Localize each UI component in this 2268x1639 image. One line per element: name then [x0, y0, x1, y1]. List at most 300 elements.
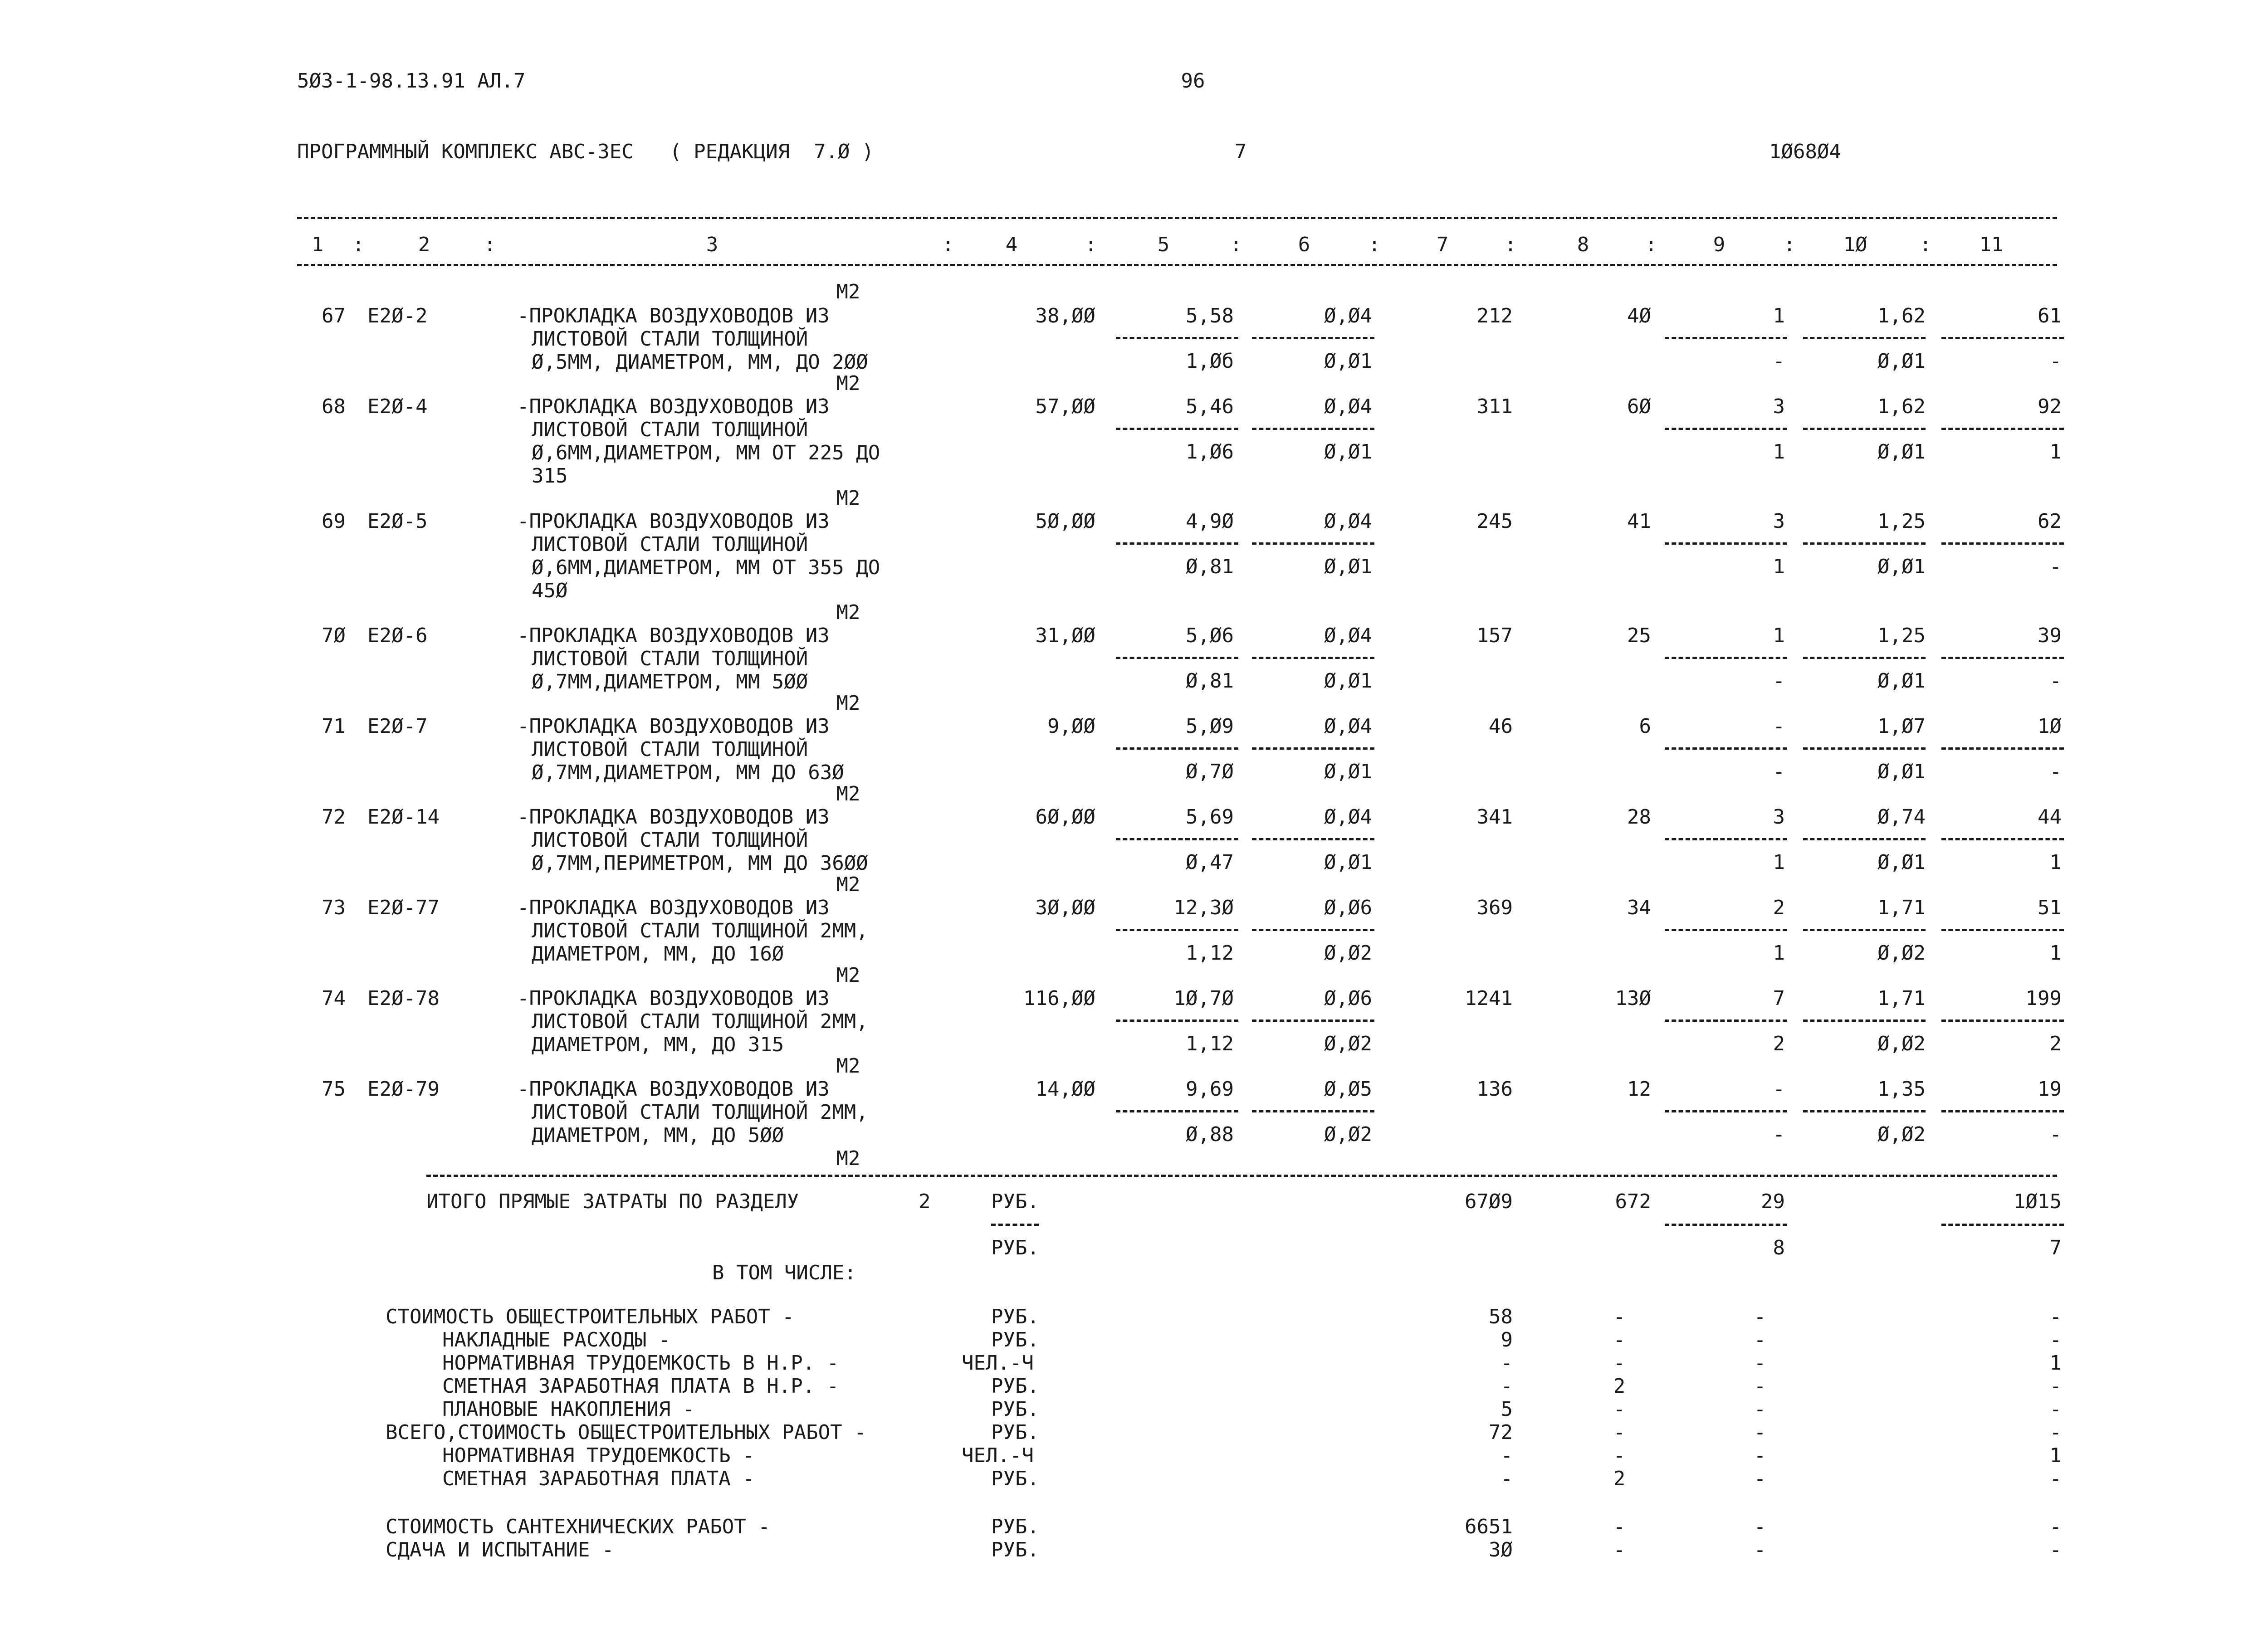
unit-label: М2: [836, 873, 860, 896]
col7-value: 369: [1476, 896, 1513, 919]
breakdown-col8: -: [1613, 1515, 1626, 1538]
item-description-line: ДИАМЕТРОМ, ММ, ДО 315: [532, 1033, 784, 1056]
breakdown-col8: -: [1613, 1421, 1626, 1444]
breakdown-unit: РУБ.: [991, 1305, 1039, 1328]
col5-divider: [1116, 542, 1238, 545]
breakdown-col8: -: [1613, 1305, 1626, 1328]
breakdown-col9: -: [1754, 1538, 1766, 1561]
col10-divider: [1803, 1019, 1926, 1022]
col9-secondary-value: -: [1773, 669, 1785, 693]
col11-divider: [1941, 1019, 2064, 1022]
breakdown-unit: ЧЕЛ.-Ч: [962, 1444, 1034, 1467]
col6-secondary-value: Ø,Ø2: [1324, 941, 1372, 965]
col11-secondary-value: 1: [2049, 440, 2062, 463]
col11-value: 92: [2038, 395, 2062, 418]
breakdown-col9: -: [1754, 1305, 1766, 1328]
col6-divider: [1252, 929, 1374, 931]
col9-divider: [1665, 542, 1787, 545]
column-separator: :: [1645, 233, 1657, 256]
col8-value: 25: [1627, 624, 1651, 647]
item-description-line: ЛИСТОВОЙ СТАЛИ ТОЛЩИНОЙ: [532, 829, 808, 852]
col5-secondary-value: Ø,81: [1186, 555, 1234, 578]
col7-value: 1241: [1465, 987, 1513, 1010]
item-description-line: Ø,6ММ,ДИАМЕТРОМ, ММ ОТ 225 ДО: [532, 441, 880, 464]
col5-value: 1Ø,7Ø: [1173, 987, 1234, 1010]
col5-secondary-value: Ø,81: [1186, 669, 1234, 693]
item-description-line: -ПРОКЛАДКА ВОЗДУХОВОДОВ ИЗ: [517, 510, 830, 533]
col5-secondary-value: 1,Øб: [1186, 350, 1234, 373]
col5-value: 12,3Ø: [1173, 896, 1234, 919]
col10-value: 1,62: [1877, 395, 1926, 418]
item-description-line: ЛИСТОВОЙ СТАЛИ ТОЛЩИНОЙ: [532, 533, 808, 556]
quantity-value: 9,ØØ: [1047, 715, 1095, 738]
col6-value: Ø,Ø6: [1324, 987, 1372, 1010]
total-col11-secondary: 7: [2049, 1236, 2062, 1259]
col9-value: -: [1773, 1078, 1785, 1101]
col5-divider: [1116, 428, 1238, 430]
unit-label: М2: [836, 964, 860, 987]
breakdown-col11: 1: [2049, 1444, 2062, 1467]
item-code: Е2Ø-79: [367, 1078, 440, 1101]
col9-divider: [1665, 657, 1787, 659]
breakdown-label: СМЕТНАЯ ЗАРАБОТНАЯ ПЛАТА -: [442, 1467, 755, 1490]
col11-value: 19: [2038, 1078, 2062, 1101]
col6-value: Ø,Ø6: [1324, 896, 1372, 919]
column-separator: :: [1085, 233, 1097, 256]
col8-value: 28: [1627, 805, 1651, 829]
column-header-label: 1Ø: [1843, 233, 1867, 256]
item-description-line: -ПРОКЛАДКА ВОЗДУХОВОДОВ ИЗ: [517, 1078, 830, 1101]
unit-label: М2: [836, 487, 860, 510]
item-description-line: ЛИСТОВОЙ СТАЛИ ТОЛЩИНОЙ 2ММ,: [532, 1101, 868, 1124]
col5-divider: [1116, 1110, 1238, 1112]
column-header-label: 11: [1979, 233, 2004, 256]
breakdown-unit: РУБ.: [991, 1421, 1039, 1444]
col6-value: Ø,Ø4: [1324, 304, 1372, 327]
row-number: 71: [322, 715, 346, 738]
col10-secondary-value: Ø,Ø2: [1877, 1123, 1926, 1146]
col6-secondary-value: Ø,Ø1: [1324, 669, 1372, 693]
col5-value: 5,Ø6: [1186, 624, 1234, 647]
breakdown-col9: -: [1754, 1328, 1766, 1351]
breakdown-unit: РУБ.: [991, 1467, 1039, 1490]
col5-value: 5,46: [1186, 395, 1234, 418]
breakdown-unit: ЧЕЛ.-Ч: [962, 1351, 1034, 1375]
breakdown-col11: -: [2049, 1398, 2062, 1421]
breakdown-col8: -: [1613, 1351, 1626, 1375]
col9-secondary-value: 1: [1773, 440, 1785, 463]
breakdown-label: ПЛАНОВЫЕ НАКОПЛЕНИЯ -: [442, 1398, 695, 1421]
column-header-label: 5: [1157, 233, 1170, 256]
breakdown-col7: 72: [1489, 1421, 1513, 1444]
col9-divider: [1665, 747, 1787, 750]
item-description-line: -ПРОКЛАДКА ВОЗДУХОВОДОВ ИЗ: [517, 304, 830, 327]
breakdown-unit: РУБ.: [991, 1515, 1039, 1538]
item-description-line: ЛИСТОВОЙ СТАЛИ ТОЛЩИНОЙ: [532, 738, 808, 761]
col8-value: 34: [1627, 896, 1651, 919]
item-description-line: Ø,7ММ,ДИАМЕТРОМ, ММ ДО 63Ø: [532, 761, 844, 784]
col6-secondary-value: Ø,Ø1: [1324, 555, 1372, 578]
col6-secondary-value: Ø,Ø1: [1324, 851, 1372, 874]
col11-value: 44: [2038, 805, 2062, 829]
col5-value: 9,69: [1186, 1078, 1234, 1101]
col5-divider: [1116, 929, 1238, 931]
col11-divider: [1941, 657, 2064, 659]
total-unit-divider: [991, 1224, 1039, 1226]
col6-secondary-value: Ø,Ø1: [1324, 760, 1372, 783]
unit-label: М2: [836, 692, 860, 715]
item-description-line: -ПРОКЛАДКА ВОЗДУХОВОДОВ ИЗ: [517, 624, 830, 647]
col6-value: Ø,Ø4: [1324, 805, 1372, 829]
header-bottom-rule: [297, 264, 2057, 266]
total-unit: РУБ.: [991, 1190, 1039, 1213]
col9-divider: [1665, 838, 1787, 840]
col10-divider: [1803, 428, 1926, 430]
breakdown-label: СТОИМОСТЬ САНТЕХНИЧЕСКИХ РАБОТ -: [386, 1515, 770, 1538]
col10-secondary-value: Ø,Ø1: [1877, 760, 1926, 783]
item-description-line: ЛИСТОВОЙ СТАЛИ ТОЛЩИНОЙ: [532, 418, 808, 441]
col11-divider: [1941, 838, 2064, 840]
col5-secondary-value: Ø,7Ø: [1186, 760, 1234, 783]
col7-value: 245: [1476, 510, 1513, 533]
col11-value: 61: [2038, 304, 2062, 327]
col5-divider: [1116, 337, 1238, 339]
item-description-line: -ПРОКЛАДКА ВОЗДУХОВОДОВ ИЗ: [517, 896, 830, 919]
column-header-label: 3: [706, 233, 719, 256]
col11-divider: [1941, 929, 2064, 931]
col6-value: Ø,Ø4: [1324, 395, 1372, 418]
col8-value: 6Ø: [1627, 395, 1651, 418]
col5-divider: [1116, 747, 1238, 750]
col10-value: 1,25: [1877, 510, 1926, 533]
breakdown-col11: -: [2049, 1328, 2062, 1351]
breakdown-col7: -: [1501, 1375, 1513, 1398]
breakdown-col8: 2: [1613, 1375, 1626, 1398]
summary-top-rule: [426, 1175, 2057, 1177]
row-number: 72: [322, 805, 346, 829]
col9-secondary-value: -: [1773, 1123, 1785, 1146]
breakdown-col7: 58: [1489, 1305, 1513, 1328]
including-label: В ТОМ ЧИСЛЕ:: [712, 1261, 856, 1284]
col11-secondary-value: 1: [2049, 851, 2062, 874]
col11-divider: [1941, 428, 2064, 430]
col6-divider: [1252, 657, 1374, 659]
breakdown-col9: -: [1754, 1444, 1766, 1467]
unit-label: М2: [836, 782, 860, 805]
column-separator: :: [1783, 233, 1796, 256]
col11-secondary-value: -: [2049, 1123, 2062, 1146]
col9-divider: [1665, 929, 1787, 931]
breakdown-label: НОРМАТИВНАЯ ТРУДОЕМКОСТЬ В Н.Р. -: [442, 1351, 839, 1375]
col11-secondary-value: 2: [2049, 1032, 2062, 1055]
total-label: ИТОГО ПРЯМЫЕ ЗАТРАТЫ ПО РАЗДЕЛУ: [426, 1190, 799, 1213]
breakdown-col7: 5: [1501, 1398, 1513, 1421]
col11-secondary-value: -: [2049, 555, 2062, 578]
breakdown-label: ВСЕГО,СТОИМОСТЬ ОБЩЕСТРОИТЕЛЬНЫХ РАБОТ -: [386, 1421, 866, 1444]
col9-value: 7: [1773, 987, 1785, 1010]
quantity-value: 3Ø,ØØ: [1035, 896, 1095, 919]
breakdown-col7: 9: [1501, 1328, 1513, 1351]
unit-label: М2: [836, 372, 860, 395]
breakdown-label: СМЕТНАЯ ЗАРАБОТНАЯ ПЛАТА В Н.Р. -: [442, 1375, 839, 1398]
breakdown-col11: -: [2049, 1375, 2062, 1398]
col5-secondary-value: 1,12: [1186, 1032, 1234, 1055]
breakdown-col9: -: [1754, 1398, 1766, 1421]
col6-value: Ø,Ø4: [1324, 510, 1372, 533]
col10-value: Ø,74: [1877, 805, 1926, 829]
quantity-value: 57,ØØ: [1035, 395, 1095, 418]
col5-secondary-value: 1,Ø6: [1186, 440, 1234, 463]
breakdown-col11: -: [2049, 1305, 2062, 1328]
column-header-label: 6: [1298, 233, 1310, 256]
col11-divider: [1941, 337, 2064, 339]
item-description-line: ЛИСТОВОЙ СТАЛИ ТОЛЩИНОЙ 2ММ,: [532, 1010, 868, 1033]
breakdown-col9: -: [1754, 1351, 1766, 1375]
row-number: 67: [322, 304, 346, 327]
total-col8: 672: [1615, 1190, 1651, 1213]
col5-value: 5,Ø9: [1186, 715, 1234, 738]
item-code: Е2Ø-5: [367, 510, 428, 533]
col9-divider: [1665, 1019, 1787, 1022]
col9-value: 1: [1773, 304, 1785, 327]
col9-value: -: [1773, 715, 1785, 738]
col10-secondary-value: Ø,Ø2: [1877, 941, 1926, 965]
breakdown-col7: -: [1501, 1351, 1513, 1375]
column-separator: :: [1504, 233, 1517, 256]
quantity-value: 5Ø,ØØ: [1035, 510, 1095, 533]
column-separator: :: [1230, 233, 1242, 256]
item-description-line: ЛИСТОВОЙ СТАЛИ ТОЛЩИНОЙ: [532, 327, 808, 351]
column-separator: :: [484, 233, 496, 256]
col11-divider: [1941, 747, 2064, 750]
sheet-number: 7: [1234, 140, 1247, 163]
col5-value: 5,69: [1186, 805, 1234, 829]
breakdown-col8: -: [1613, 1444, 1626, 1467]
col9-value: 2: [1773, 896, 1785, 919]
column-separator: :: [1919, 233, 1932, 256]
col5-divider: [1116, 1019, 1238, 1022]
item-description-line: ДИАМЕТРОМ, ММ, ДО 16Ø: [532, 942, 784, 966]
item-description-line: ЛИСТОВОЙ СТАЛИ ТОЛЩИНОЙ 2ММ,: [532, 919, 868, 942]
col9-secondary-value: -: [1773, 350, 1785, 373]
breakdown-col9: -: [1754, 1467, 1766, 1490]
col10-value: 1,35: [1877, 1078, 1926, 1101]
total-col7: 67Ø9: [1465, 1190, 1513, 1213]
item-description-line: Ø,6ММ,ДИАМЕТРОМ, ММ ОТ 355 ДО: [532, 556, 880, 579]
col6-divider: [1252, 337, 1374, 339]
col11-value: 51: [2038, 896, 2062, 919]
quantity-value: 6Ø,ØØ: [1035, 805, 1095, 829]
breakdown-col11: -: [2049, 1515, 2062, 1538]
col8-value: 4Ø: [1627, 304, 1651, 327]
col11-value: 1Ø: [2038, 715, 2062, 738]
col8-value: 6: [1639, 715, 1651, 738]
col6-divider: [1252, 838, 1374, 840]
breakdown-label: СДАЧА И ИСПЫТАНИЕ -: [386, 1538, 614, 1561]
row-number: 68: [322, 395, 346, 418]
col11-secondary-value: -: [2049, 350, 2062, 373]
total-col11-divider: [1941, 1224, 2064, 1226]
col6-divider: [1252, 428, 1374, 430]
item-code: Е2Ø-14: [367, 805, 440, 829]
item-description-line: Ø,7ММ,ПЕРИМЕТРОМ, ММ ДО 36ØØ: [532, 852, 868, 875]
item-description-line: 315: [532, 464, 568, 488]
col7-value: 341: [1476, 805, 1513, 829]
col5-secondary-value: Ø,47: [1186, 851, 1234, 874]
col7-value: 311: [1476, 395, 1513, 418]
breakdown-col9: -: [1754, 1375, 1766, 1398]
breakdown-col7: 6651: [1465, 1515, 1513, 1538]
row-number: 73: [322, 896, 346, 919]
col10-secondary-value: Ø,Ø1: [1877, 440, 1926, 463]
column-header-label: 8: [1577, 233, 1589, 256]
col9-secondary-value: -: [1773, 760, 1785, 783]
unit-label: М2: [836, 1147, 860, 1170]
col5-secondary-value: Ø,88: [1186, 1123, 1234, 1146]
item-description-line: ДИАМЕТРОМ, ММ, ДО 5ØØ: [532, 1124, 784, 1147]
item-description-line: 45Ø: [532, 579, 568, 602]
unit-label: М2: [836, 601, 860, 624]
breakdown-unit: РУБ.: [991, 1398, 1039, 1421]
col8-value: 41: [1627, 510, 1651, 533]
col7-value: 212: [1476, 304, 1513, 327]
col9-divider: [1665, 337, 1787, 339]
col9-divider: [1665, 428, 1787, 430]
row-number: 75: [322, 1078, 346, 1101]
col10-divider: [1803, 1110, 1926, 1112]
col10-divider: [1803, 657, 1926, 659]
total-col9: 29: [1761, 1190, 1785, 1213]
total-col9-divider: [1665, 1224, 1787, 1226]
col9-secondary-value: 2: [1773, 1032, 1785, 1055]
col11-secondary-value: -: [2049, 760, 2062, 783]
breakdown-col8: -: [1613, 1398, 1626, 1421]
breakdown-col9: -: [1754, 1421, 1766, 1444]
quantity-value: 116,ØØ: [1023, 987, 1095, 1010]
col5-secondary-value: 1,12: [1186, 941, 1234, 965]
breakdown-label: СТОИМОСТЬ ОБЩЕСТРОИТЕЛЬНЫХ РАБОТ -: [386, 1305, 794, 1328]
total-unit-secondary: РУБ.: [991, 1236, 1039, 1259]
breakdown-col11: -: [2049, 1421, 2062, 1444]
item-description-line: Ø,5ММ, ДИАМЕТРОМ, ММ, ДО 2ØØ: [532, 351, 868, 374]
col5-divider: [1116, 838, 1238, 840]
column-separator: :: [942, 233, 954, 256]
col10-secondary-value: Ø,Ø1: [1877, 350, 1926, 373]
col10-divider: [1803, 542, 1926, 545]
breakdown-col8: -: [1613, 1538, 1626, 1561]
col11-value: 199: [2025, 987, 2062, 1010]
total-col9-secondary: 8: [1773, 1236, 1785, 1259]
col10-value: 1,25: [1877, 624, 1926, 647]
program-title: ПРОГРАММНЫЙ КОМПЛЕКС АВС-3ЕС ( РЕДАКЦИЯ 7.Ø ): [297, 140, 874, 163]
breakdown-label: НАКЛАДНЫЕ РАСХОДЫ -: [442, 1328, 671, 1351]
page-number: 96: [1181, 69, 1205, 93]
col10-value: 1,71: [1877, 987, 1926, 1010]
row-number: 74: [322, 987, 346, 1010]
row-number: 69: [322, 510, 346, 533]
item-code: Е2Ø-4: [367, 395, 428, 418]
col10-secondary-value: Ø,Ø2: [1877, 1032, 1926, 1055]
total-col11: 1Ø15: [2014, 1190, 2062, 1213]
col5-value: 5,58: [1186, 304, 1234, 327]
item-code: Е2Ø-2: [367, 304, 428, 327]
breakdown-unit: РУБ.: [991, 1538, 1039, 1561]
col10-divider: [1803, 337, 1926, 339]
column-header-label: 9: [1713, 233, 1725, 256]
col6-divider: [1252, 747, 1374, 750]
col8-value: 12: [1627, 1078, 1651, 1101]
header-top-rule: [297, 217, 2057, 219]
quantity-value: 14,ØØ: [1035, 1078, 1095, 1101]
col7-value: 46: [1489, 715, 1513, 738]
quantity-value: 31,ØØ: [1035, 624, 1095, 647]
item-description-line: -ПРОКЛАДКА ВОЗДУХОВОДОВ ИЗ: [517, 715, 830, 738]
col6-divider: [1252, 1019, 1374, 1022]
estimate-number: 1Ø68Ø4: [1769, 140, 1841, 163]
column-header-label: 2: [418, 233, 430, 256]
item-code: Е2Ø-78: [367, 987, 440, 1010]
col10-value: 1,62: [1877, 304, 1926, 327]
col10-secondary-value: Ø,Ø1: [1877, 555, 1926, 578]
col11-value: 39: [2038, 624, 2062, 647]
item-code: Е2Ø-6: [367, 624, 428, 647]
col7-value: 136: [1476, 1078, 1513, 1101]
col6-divider: [1252, 542, 1374, 545]
col6-value: Ø,Ø4: [1324, 715, 1372, 738]
col9-divider: [1665, 1110, 1787, 1112]
col7-value: 157: [1476, 624, 1513, 647]
col9-value: 3: [1773, 805, 1785, 829]
breakdown-col8: 2: [1613, 1467, 1626, 1490]
column-header-label: 4: [1005, 233, 1018, 256]
col6-secondary-value: Ø,Ø2: [1324, 1123, 1372, 1146]
col10-value: 1,71: [1877, 896, 1926, 919]
col10-divider: [1803, 838, 1926, 840]
column-header-label: 1: [311, 233, 324, 256]
document-code: 5Ø3-1-98.13.91 АЛ.7: [297, 69, 526, 93]
col9-value: 1: [1773, 624, 1785, 647]
quantity-value: 38,ØØ: [1035, 304, 1095, 327]
column-header-label: 7: [1436, 233, 1449, 256]
col6-value: Ø,Ø5: [1324, 1078, 1372, 1101]
col11-secondary-value: -: [2049, 669, 2062, 693]
breakdown-unit: РУБ.: [991, 1328, 1039, 1351]
breakdown-col7: 3Ø: [1489, 1538, 1513, 1561]
item-description-line: -ПРОКЛАДКА ВОЗДУХОВОДОВ ИЗ: [517, 805, 830, 829]
col9-secondary-value: 1: [1773, 851, 1785, 874]
column-separator: :: [1368, 233, 1381, 256]
breakdown-unit: РУБ.: [991, 1375, 1039, 1398]
col9-secondary-value: 1: [1773, 941, 1785, 965]
item-description-line: -ПРОКЛАДКА ВОЗДУХОВОДОВ ИЗ: [517, 987, 830, 1010]
breakdown-col8: -: [1613, 1328, 1626, 1351]
col10-secondary-value: Ø,Ø1: [1877, 669, 1926, 693]
row-number: 7Ø: [322, 624, 346, 647]
unit-label: М2: [836, 1054, 860, 1078]
breakdown-col7: -: [1501, 1444, 1513, 1467]
col6-value: Ø,Ø4: [1324, 624, 1372, 647]
item-description-line: -ПРОКЛАДКА ВОЗДУХОВОДОВ ИЗ: [517, 395, 830, 418]
col11-value: 62: [2038, 510, 2062, 533]
col6-secondary-value: Ø,Ø2: [1324, 1032, 1372, 1055]
col8-value: 13Ø: [1615, 987, 1651, 1010]
breakdown-col11: -: [2049, 1467, 2062, 1490]
unit-label: М2: [836, 280, 860, 303]
column-separator: :: [352, 233, 365, 256]
col6-divider: [1252, 1110, 1374, 1112]
breakdown-col9: -: [1754, 1515, 1766, 1538]
col6-secondary-value: Ø,Ø1: [1324, 440, 1372, 463]
